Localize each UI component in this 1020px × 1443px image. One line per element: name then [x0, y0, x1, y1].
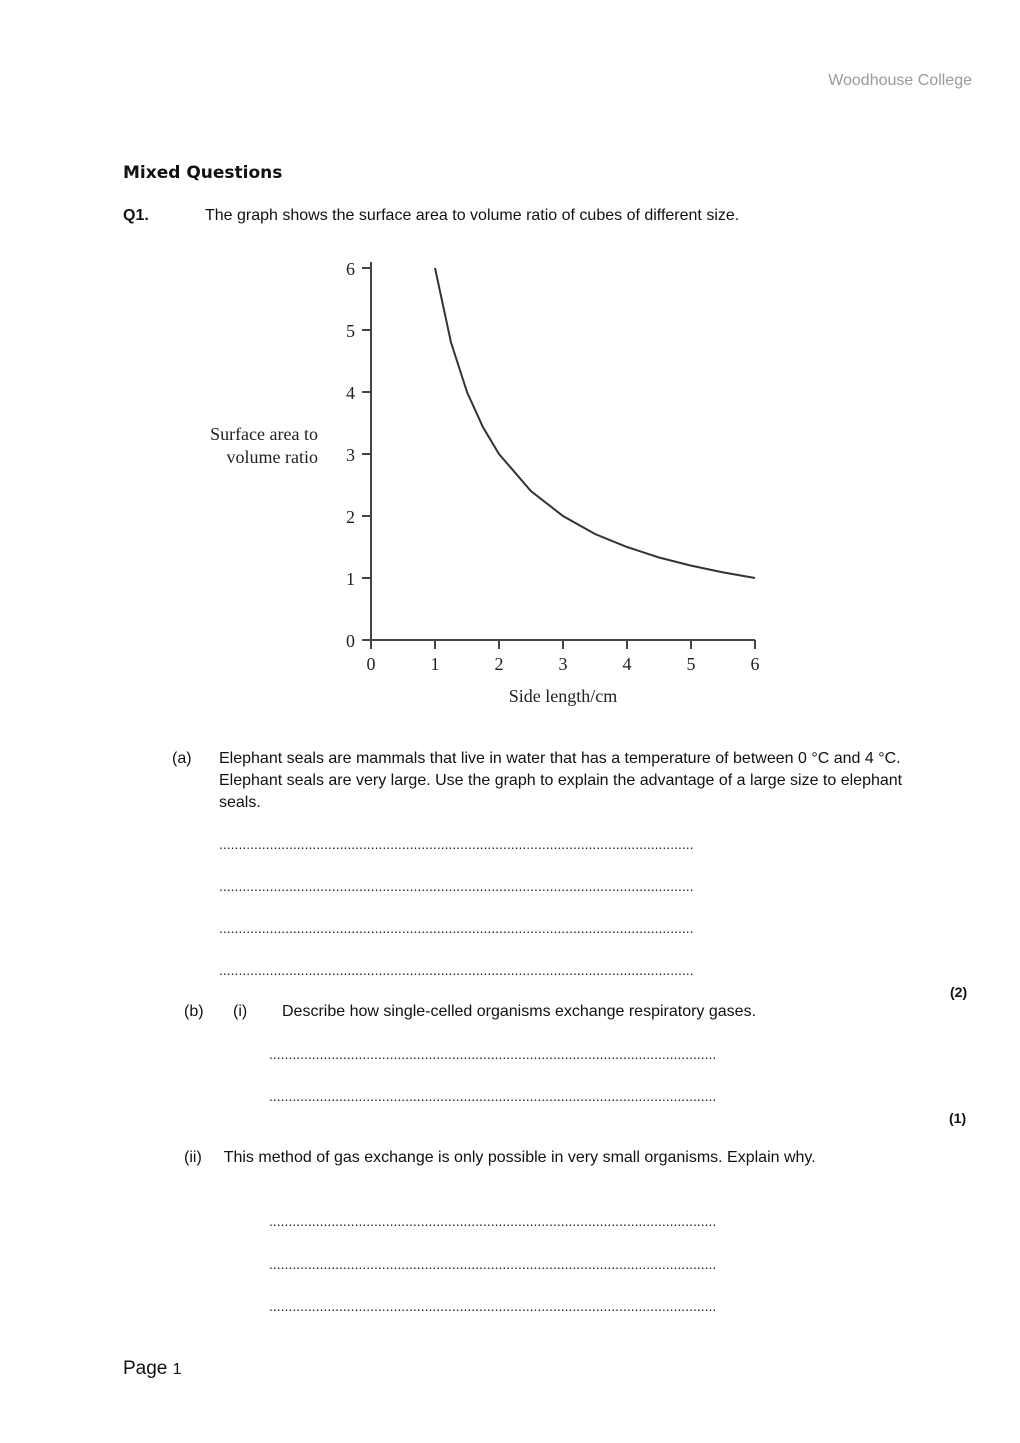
marks-a: (2)	[950, 984, 968, 1000]
answer-line[interactable]: ...................................................................................................................	[269, 1213, 717, 1229]
y-tick-label: 6	[346, 259, 355, 279]
y-tick-label: 5	[346, 321, 355, 341]
college-header: Woodhouse College	[828, 72, 972, 89]
part-b-ii-text: (ii) This method of gas exchange is only possible in very small organisms. Explain why.	[184, 1149, 816, 1166]
x-tick-label: 1	[430, 654, 440, 674]
y-tick-label: 1	[346, 569, 355, 589]
page-label: Page	[123, 1358, 168, 1379]
part-a-text: Elephant seals are mammals that live in water that has a temperature of between 0 °C and 4 °C. Elephant seals are very large. Use the graph to explain the advantage of a large size to elephant seals.	[219, 750, 903, 811]
x-tick-label: 5	[686, 654, 696, 674]
part-b-i-label: (i)	[233, 1003, 248, 1020]
y-tick-label: 2	[346, 507, 355, 527]
marks-b-i: (1)	[949, 1110, 967, 1126]
answer-line[interactable]: ...................................................................................................................	[269, 1088, 717, 1104]
section-title: Mixed Questions	[123, 163, 283, 183]
x-tick-label: 4	[622, 654, 632, 674]
answer-line[interactable]: ..........................................................................................................................	[219, 920, 694, 936]
answer-line[interactable]: ...................................................................................................................	[269, 1298, 717, 1314]
question-text: The graph shows the surface area to volume ratio of cubes of different size.	[205, 207, 740, 224]
answer-line[interactable]: ..........................................................................................................................	[219, 962, 694, 978]
sa-volume-chart	[180, 240, 800, 720]
x-tick-label: 6	[750, 654, 760, 674]
x-tick-label: 2	[494, 654, 504, 674]
part-a-label: (a)	[172, 750, 192, 767]
answer-line[interactable]: ..........................................................................................................................	[219, 878, 694, 894]
answer-line[interactable]: ...................................................................................................................	[269, 1256, 717, 1272]
x-axis-label: Side length/cm	[508, 686, 618, 706]
x-tick-label: 0	[366, 654, 376, 674]
y-axis-label: Surface area to	[210, 424, 318, 444]
series-line	[435, 268, 755, 578]
part-b-label: (b)	[184, 1003, 204, 1020]
part-b-i-text: Describe how single-celled organisms exchange respiratory gases.	[282, 1003, 757, 1020]
answer-line[interactable]: ..........................................................................................................................	[219, 836, 694, 852]
y-tick-label: 0	[346, 631, 355, 651]
x-tick-label: 3	[558, 654, 568, 674]
answer-line[interactable]: ...................................................................................................................	[269, 1046, 717, 1062]
y-tick-label: 3	[346, 445, 355, 465]
y-tick-label: 4	[346, 383, 355, 403]
page-footer	[123, 1358, 182, 1380]
question-number: Q1.	[123, 207, 149, 224]
y-axis-label: volume ratio	[226, 447, 318, 467]
page-number: 1	[172, 1361, 182, 1378]
